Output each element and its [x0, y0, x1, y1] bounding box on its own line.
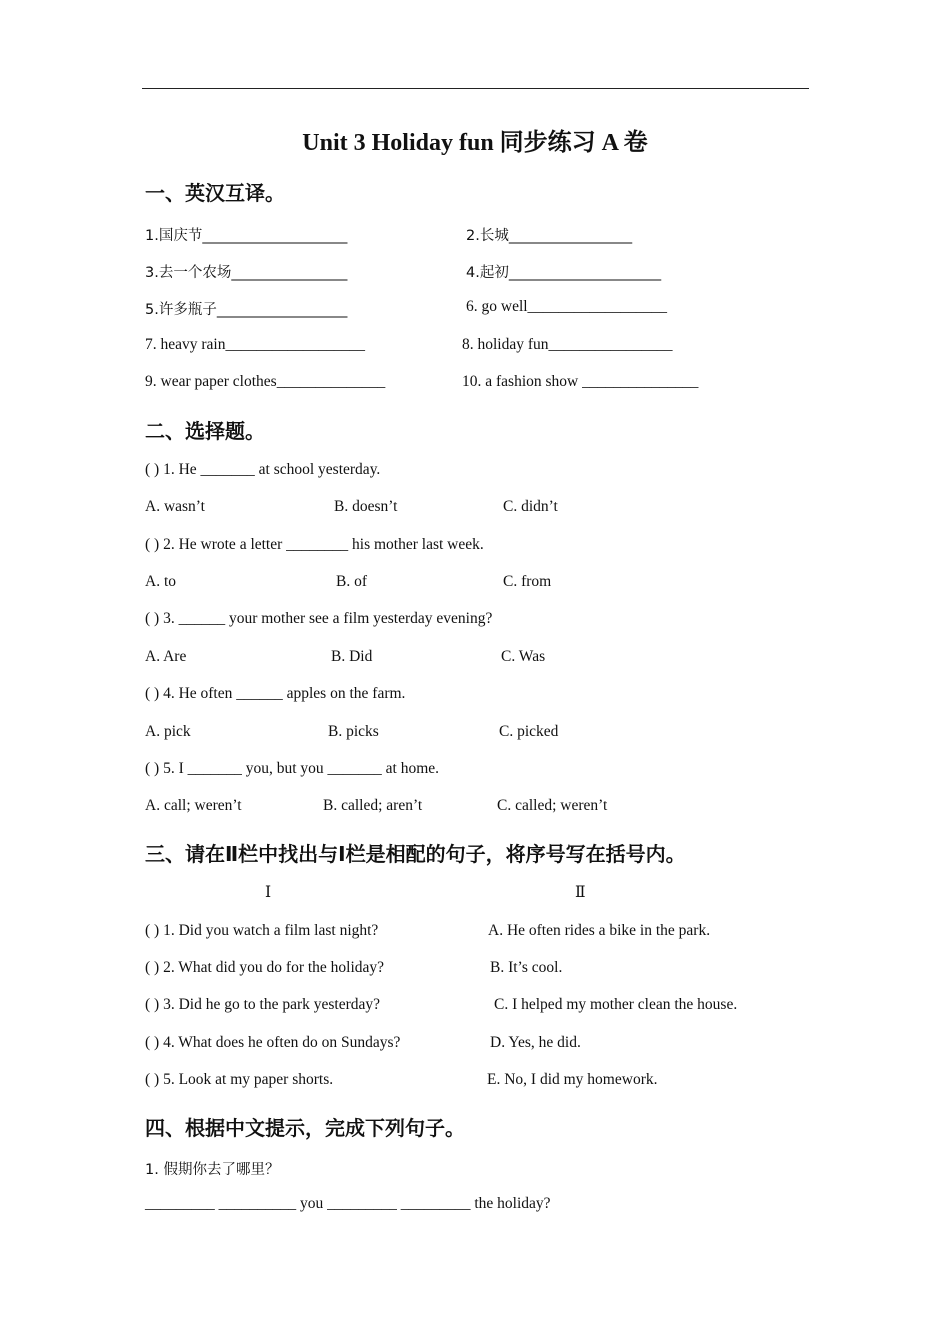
choice-question-2: ( ) 2. He wrote a letter ________ his mother last week. [145, 536, 484, 553]
choice-question-3: ( ) 3. ______ your mother see a film yesterday evening? [145, 610, 493, 627]
translation-item-9: 9. wear paper clothes______________ [145, 373, 386, 390]
matching-right-a: A. He often rides a bike in the park. [488, 922, 711, 939]
choice-option-2a: A. to [145, 573, 176, 590]
translation-item-2: 2.长城_________________ [466, 228, 633, 244]
translation-item-5: 5.许多瓶子__________________ [145, 302, 348, 318]
choice-option-1c: C. didn’t [503, 498, 558, 515]
choice-option-5b: B. called; aren’t [323, 797, 423, 814]
translation-item-6: 6. go well__________________ [466, 298, 668, 315]
header-rule [142, 88, 809, 89]
matching-left-2: ( ) 2. What did you do for the holiday? [145, 959, 385, 976]
section-4-heading: 四、根据中文提示，完成下列句子。 [145, 1116, 465, 1140]
matching-left-4: ( ) 4. What does he often do on Sundays? [145, 1034, 401, 1051]
choice-option-1a: A. wasn’t [145, 498, 205, 515]
choice-option-3a: A. Are [145, 648, 187, 665]
section-3-heading: 三、请在Ⅱ栏中找出与Ⅰ栏是相配的句子，将序号写在括号内。 [145, 842, 686, 866]
section-2-heading: 二、选择题。 [145, 419, 265, 443]
matching-col1-header: Ⅰ [265, 884, 272, 901]
choice-option-5a: A. call; weren’t [145, 797, 242, 814]
completion-prompt-1: 1. 假期你去了哪里？ [145, 1162, 280, 1178]
matching-right-d: D. Yes, he did. [490, 1034, 581, 1051]
choice-question-5: ( ) 5. I _______ you, but you _______ at home. [145, 760, 440, 777]
choice-question-4: ( ) 4. He often ______ apples on the farm. [145, 685, 406, 702]
translation-item-3: 3.去一个农场________________ [145, 265, 348, 281]
matching-left-1: ( ) 1. Did you watch a film last night? [145, 922, 379, 939]
matching-left-3: ( ) 3. Did he go to the park yesterday? [145, 996, 381, 1013]
choice-option-4b: B. picks [328, 723, 379, 740]
translation-item-8: 8. holiday fun________________ [462, 336, 673, 353]
completion-sentence-1: _________ __________ you _________ _________ the holiday? [145, 1195, 551, 1212]
choice-option-3b: B. Did [331, 648, 373, 665]
choice-option-4a: A. pick [145, 723, 191, 740]
page-title: Unit 3 Holiday fun 同步练习 A 卷 [302, 130, 648, 156]
choice-option-3c: C. Was [501, 648, 546, 665]
choice-option-2c: C. from [503, 573, 552, 590]
choice-option-4c: C. picked [499, 723, 559, 740]
matching-right-c: C. I helped my mother clean the house. [494, 996, 738, 1013]
section-1-heading: 一、英汉互译。 [145, 181, 285, 205]
matching-right-e: E. No, I did my homework. [487, 1071, 658, 1088]
translation-item-1: 1.国庆节____________________ [145, 228, 348, 244]
matching-left-5: ( ) 5. Look at my paper shorts. [145, 1071, 334, 1088]
matching-right-b: B. It’s cool. [490, 959, 563, 976]
translation-item-10: 10. a fashion show _______________ [462, 373, 699, 390]
choice-option-2b: B. of [336, 573, 367, 590]
choice-option-5c: C. called; weren’t [497, 797, 608, 814]
matching-col2-header: Ⅱ [575, 884, 586, 901]
translation-item-7: 7. heavy rain__________________ [145, 336, 365, 353]
choice-option-1b: B. doesn’t [334, 498, 398, 515]
choice-question-1: ( ) 1. He _______ at school yesterday. [145, 461, 381, 478]
translation-item-4: 4.起初_____________________ [466, 265, 662, 281]
